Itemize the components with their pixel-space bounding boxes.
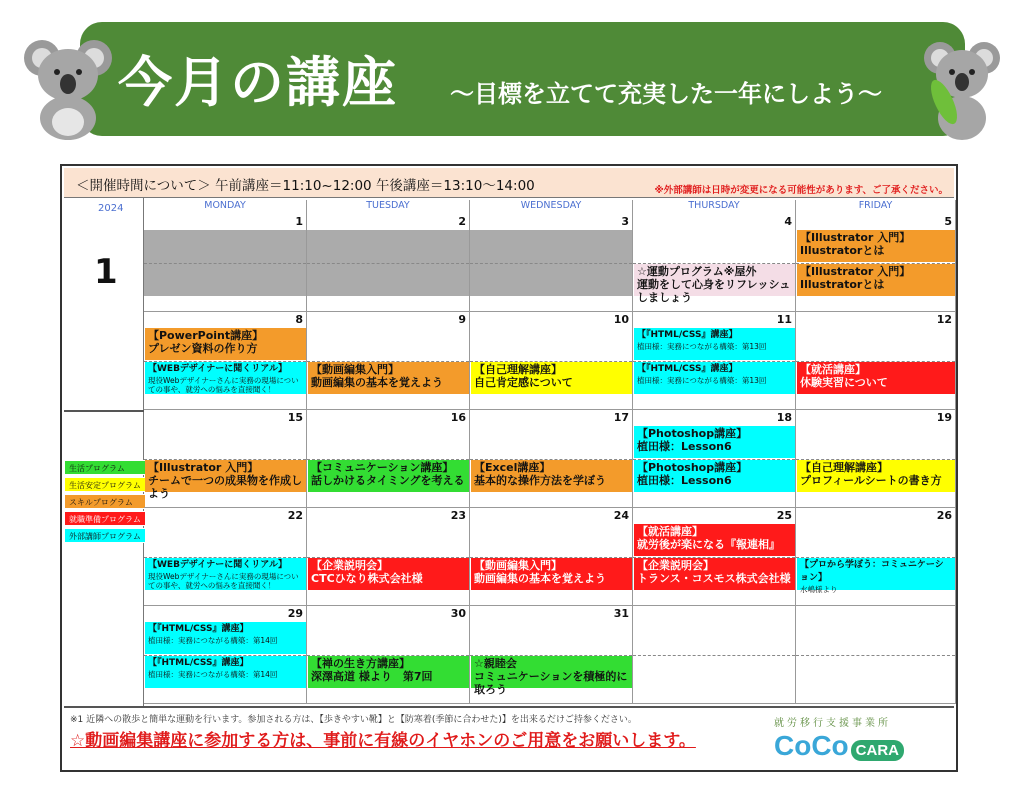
event-title: 【動画編集入門】 — [311, 363, 399, 376]
event-title: 【プロから学ぼう：コミュニケーション】 — [800, 560, 944, 583]
day-cell — [796, 312, 956, 410]
day-cell — [144, 508, 307, 606]
header-monday: MONDAY — [144, 200, 307, 214]
event-title: ☆親睦会 — [474, 657, 517, 670]
day-cell — [633, 508, 796, 606]
day-number: 22 — [287, 509, 303, 522]
event-w2_thu_pm[interactable] — [634, 362, 795, 394]
day-cell — [144, 606, 307, 704]
day-cell — [796, 606, 956, 704]
event-detail: チームで一つの成果物を作成しよう — [148, 474, 302, 500]
event-detail: 休験実習について — [800, 376, 888, 389]
month-divider — [64, 410, 144, 412]
day-number: 29 — [287, 607, 303, 620]
day-cell — [307, 410, 470, 508]
day-number: 23 — [450, 509, 466, 522]
day-number: 10 — [613, 313, 629, 326]
day-cell — [796, 214, 956, 312]
event-w2_wed_pm[interactable] — [471, 362, 632, 394]
day-number: 15 — [287, 411, 303, 424]
day-cell — [144, 312, 307, 410]
day-cell — [470, 508, 633, 606]
koala-right-icon — [918, 32, 1010, 142]
event-detail: 動画編集の基本を覚えよう — [311, 376, 443, 389]
event-title: 【Excel講座】 — [474, 461, 551, 474]
year-label: 2024 — [98, 203, 124, 214]
event-detail: 就労後が楽になる『報連相』 — [637, 538, 780, 551]
event-title: 【『HTML/CSS』講座】 — [148, 624, 249, 634]
event-detail: プロフィールシートの書き方 — [800, 474, 942, 487]
event-detail: 現役Webデザイナーさんに実務の現場についての事や、就労への悩みを直接聞く！ — [148, 572, 299, 590]
event-w4_fri_pm[interactable] — [797, 558, 955, 594]
logo-main-text: CoCo — [774, 730, 849, 761]
session-divider — [633, 655, 795, 656]
event-w4_wed_pm[interactable] — [471, 558, 632, 590]
event-title: 【企業説明会】 — [311, 559, 388, 572]
day-cell — [307, 508, 470, 606]
event-title: 【コミュニケーション講座】 — [311, 461, 454, 474]
event-detail: 運動をして心身をリフレッシュしましょう — [637, 278, 791, 304]
day-number: 11 — [776, 313, 792, 326]
month-column — [64, 198, 144, 706]
event-title: 【Illustrator 入門】 — [148, 461, 259, 474]
day-number: 8 — [295, 313, 303, 326]
event-w2_fri_pm[interactable] — [797, 362, 955, 394]
day-cell — [144, 214, 307, 312]
event-title: 【就活講座】 — [800, 363, 866, 376]
event-detail: 水嶋様より — [800, 585, 838, 594]
session-divider — [307, 263, 469, 264]
day-cell — [470, 312, 633, 410]
day-cell — [307, 312, 470, 410]
header-friday: FRIDAY — [796, 200, 956, 214]
event-detail: Illustratorとは — [800, 278, 885, 291]
event-title: 【Photoshop講座】 — [637, 461, 748, 474]
day-number: 30 — [450, 607, 466, 620]
event-title: 【WEBデザイナーに聞くリアル】 — [148, 364, 287, 374]
day-number: 1 — [295, 215, 303, 228]
event-title: 【動画編集入門】 — [474, 559, 562, 572]
day-cell — [307, 214, 470, 312]
event-w2_tue_pm[interactable] — [308, 362, 469, 394]
event-w2_mon_pm[interactable] — [145, 362, 306, 394]
event-detail: 話しかけるタイミングを考える — [311, 474, 465, 487]
legend-life: 生活プログラム — [64, 460, 146, 475]
day-cell — [307, 606, 470, 704]
event-title: 【禅の生き方講座】 — [311, 657, 410, 670]
cococara-logo — [774, 730, 904, 762]
walk-note: ※1 近隣への散歩と簡単な運動を行います。参加される方は、【歩きやすい靴】と【防寒着(季節に合わせた)】を出来るだけご持参ください。 — [70, 715, 637, 725]
event-w2_mon_am[interactable] — [145, 328, 306, 360]
event-w2_thu_am[interactable] — [634, 328, 795, 360]
event-title: 【自己理解講座】 — [474, 363, 562, 376]
event-w4_thu_am[interactable] — [634, 524, 795, 556]
calendar — [60, 164, 958, 772]
day-number: 12 — [936, 313, 952, 326]
event-w3_wed_pm[interactable] — [471, 460, 632, 492]
day-number: 24 — [613, 509, 629, 522]
event-w3_thu_am[interactable] — [634, 426, 795, 458]
day-cell — [633, 312, 796, 410]
event-detail: 基本的な操作方法を学ぼう — [474, 474, 606, 487]
event-detail: Illustratorとは — [800, 244, 885, 257]
event-title: 【企業説明会】 — [637, 559, 714, 572]
day-cell — [470, 214, 633, 312]
event-w5_mon_am[interactable] — [145, 622, 306, 654]
event-title: 【PowerPoint講座】 — [148, 329, 264, 342]
day-number: 26 — [936, 509, 952, 522]
event-w3_tue_pm[interactable] — [308, 460, 469, 492]
footer — [64, 706, 954, 768]
header-tuesday: TUESDAY — [307, 200, 470, 214]
day-number: 31 — [613, 607, 629, 620]
day-number: 4 — [784, 215, 792, 228]
day-number: 19 — [936, 411, 952, 424]
event-detail: コミュニケーションを積極的に取ろう — [474, 670, 628, 696]
event-detail: 動画編集の基本を覚えよう — [474, 572, 606, 585]
event-detail: CTCひなり株式会社様 — [311, 572, 423, 585]
day-number: 2 — [458, 215, 466, 228]
day-number: 17 — [613, 411, 629, 424]
event-w3_thu_pm[interactable] — [634, 460, 795, 492]
day-number: 3 — [621, 215, 629, 228]
day-cell — [470, 410, 633, 508]
event-w5_wed_pm[interactable] — [471, 656, 632, 696]
event-detail: 植田様：実務につながる構築：第14回 — [148, 636, 278, 645]
earphone-warning: ☆動画編集講座に参加する方は、事前に有線のイヤホンのご用意をお願いします。 — [70, 731, 696, 751]
event-title: ☆運動プログラム※屋外 — [637, 265, 757, 278]
event-title: 【Illustrator 入門】 — [800, 265, 911, 278]
event-title: 【『HTML/CSS』講座】 — [148, 658, 249, 668]
session-divider — [144, 263, 306, 264]
legend-job-prep: 就職準備プログラム — [64, 511, 146, 526]
logo-subtitle: 就労移行支援事業所 — [774, 718, 891, 729]
event-detail: 植田様：Lesson6 — [637, 474, 732, 487]
event-w4_mon_pm[interactable] — [145, 558, 306, 590]
legend-skill: スキルプログラム — [64, 494, 146, 509]
logo-cara-text: CARA — [851, 740, 904, 761]
session-divider — [796, 655, 955, 656]
day-cell — [633, 410, 796, 508]
event-detail: 植田様：実務につながる構築：第14回 — [148, 670, 278, 679]
koala-left-icon — [22, 30, 114, 140]
event-detail: 植田様：実務につながる構築：第13回 — [637, 376, 767, 385]
month-label: 1 — [94, 252, 118, 292]
header-wednesday: WEDNESDAY — [470, 200, 633, 214]
event-detail: トランス・コスモス株式会社様 — [637, 572, 791, 585]
legend-external: 外部講師プログラム — [64, 528, 146, 543]
legend-life-stability: 生活安定プログラム — [64, 477, 146, 492]
banner-title: 今月の講座 — [118, 51, 398, 114]
day-number: 9 — [458, 313, 466, 326]
day-number: 5 — [944, 215, 952, 228]
day-cell — [796, 410, 956, 508]
event-title: 【WEBデザイナーに聞くリアル】 — [148, 560, 287, 570]
event-w1_fri_am[interactable] — [797, 230, 955, 262]
event-w5_mon_pm[interactable] — [145, 656, 306, 688]
event-title: 【就活講座】 — [637, 525, 703, 538]
info-bar — [64, 168, 954, 198]
day-number: 16 — [450, 411, 466, 424]
event-w5_tue_pm[interactable] — [308, 656, 469, 688]
event-title: 【自己理解講座】 — [800, 461, 888, 474]
event-title: 【Illustrator 入門】 — [800, 231, 911, 244]
event-w3_fri_pm[interactable] — [797, 460, 955, 492]
day-cell — [633, 606, 796, 704]
event-w4_tue_pm[interactable] — [308, 558, 469, 590]
event-detail: 現役Webデザイナーさんに実務の現場についての事や、就労への悩みを直接聞く！ — [148, 376, 299, 394]
event-w3_mon_pm[interactable] — [145, 460, 306, 500]
day-number: 25 — [776, 509, 792, 522]
session-divider — [470, 263, 632, 264]
event-w4_thu_pm[interactable] — [634, 558, 795, 590]
session-hours: ＜開催時間について＞ 午前講座＝11:10~12:00 午後講座＝13:10～14:00 — [76, 178, 535, 194]
event-detail: プレゼン資料の作り方 — [148, 342, 258, 355]
event-detail: 自己肯定感について — [474, 376, 573, 389]
event-title: 【Photoshop講座】 — [637, 427, 748, 440]
external-lecturer-note: ※外部講師は日時が変更になる可能性があります、ご了承ください。 — [654, 185, 948, 196]
event-w1_thu_pm[interactable] — [634, 264, 795, 304]
event-detail: 植田様：実務につながる構築：第13回 — [637, 342, 767, 351]
event-w1_fri_pm[interactable] — [797, 264, 955, 296]
header-thursday: THURSDAY — [633, 200, 796, 214]
day-number: 18 — [776, 411, 792, 424]
event-detail: 深澤高道 様より 第7回 — [311, 670, 433, 683]
event-title: 【『HTML/CSS』講座】 — [637, 330, 738, 340]
banner-subtitle: ～目標を立てて充実した一年にしよう～ — [450, 80, 882, 108]
event-detail: 植田様：Lesson6 — [637, 440, 732, 453]
event-title: 【『HTML/CSS』講座】 — [637, 364, 738, 374]
